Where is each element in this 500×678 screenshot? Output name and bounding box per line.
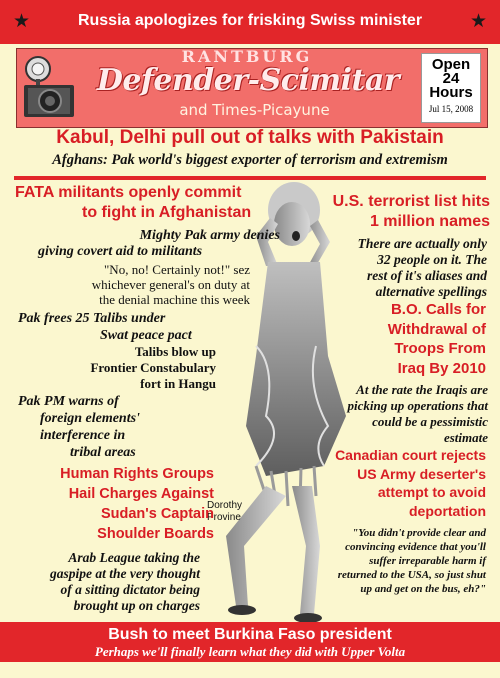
- subhead-line: alternative spellings: [375, 284, 487, 299]
- terrorist-list-headline[interactable]: [300, 192, 490, 232]
- headline-line: B.O. Calls for: [390, 301, 486, 318]
- issue-date: Jul 15, 2008: [428, 104, 474, 114]
- camera-icon: [20, 55, 78, 121]
- star-icon: ★: [13, 11, 31, 32]
- bottom-headline-bar: [0, 622, 500, 662]
- body-line: "No, no! Certainly not!" sez: [104, 262, 250, 277]
- top-headline[interactable]: Russia apologizes for frisking Swiss minister: [77, 12, 423, 29]
- bottom-subhead: Perhaps we'll finally learn what they did with Upper Volta: [94, 644, 406, 659]
- headline-line: tribal areas: [70, 445, 136, 460]
- subhead-line: estimate: [443, 430, 488, 445]
- canada-quote: [290, 526, 486, 596]
- subhead-line: giving covert aid to militants: [38, 244, 203, 259]
- subhead-line: There are actually only: [357, 236, 487, 251]
- quote-line: suffer irreparable harm if: [369, 555, 486, 567]
- main-headline[interactable]: Kabul, Delhi pull out of talks with Pakistain: [56, 127, 444, 148]
- quote-line: returned to the USA, so just shut: [337, 569, 486, 581]
- masthead-title[interactable]: Defender-Scimitar: [96, 63, 400, 98]
- terrorist-list-subhead: [312, 236, 487, 300]
- fata-subhead: [38, 244, 258, 260]
- open-hours-label: Hours: [429, 84, 473, 101]
- masthead-title-top: RANTBURG: [181, 47, 313, 66]
- fata-body: [20, 262, 250, 307]
- human-rights-headline[interactable]: [34, 464, 214, 544]
- swat-headline[interactable]: [18, 310, 250, 344]
- bo-headline[interactable]: [340, 300, 486, 378]
- masthead: [16, 48, 488, 128]
- top-headline-bar: [0, 0, 500, 44]
- headline-line: Human Rights Groups: [60, 466, 214, 482]
- body-line: Arab League taking the: [68, 550, 200, 565]
- headline-line: Iraq By 2010: [397, 359, 486, 377]
- talibs-item[interactable]: [20, 344, 216, 392]
- subhead-line: picking up operations that: [347, 398, 488, 413]
- caption-line: Dorothy: [207, 500, 243, 511]
- body-line: fort in Hangu: [140, 376, 216, 391]
- main-subhead: Afghans: Pak world's biggest exporter of terrorism and extremism: [52, 152, 448, 168]
- star-icon: ★: [469, 11, 487, 32]
- pm-headline[interactable]: [18, 393, 208, 461]
- headline-line: Swat peace pact: [100, 328, 192, 343]
- headline-line: Shoulder Boards: [97, 526, 214, 542]
- headline-line: deportation: [409, 502, 486, 519]
- fata-headline[interactable]: [15, 183, 251, 223]
- headline-line: Hail Charges Against: [68, 486, 214, 502]
- masthead-subtitle: and Times-Picayune: [179, 101, 330, 119]
- open-hours-box: [421, 53, 481, 123]
- subhead-line: 32 people on it. The: [377, 252, 487, 267]
- subhead-line: could be a pessimistic: [372, 414, 488, 429]
- body-line: of a sitting dictator being: [60, 582, 200, 597]
- headline-line: Pak frees 25 Talibs under: [18, 311, 166, 326]
- body-line: Talibs blow up: [134, 344, 216, 359]
- open-label: Open: [431, 56, 471, 73]
- headline-line: U.S. terrorist list hits: [332, 193, 490, 210]
- headline-line: attempt to avoid: [377, 484, 486, 500]
- photo-caption: [207, 500, 267, 524]
- headline-line: Sudan's Captain: [100, 506, 214, 522]
- canada-headline[interactable]: [322, 446, 486, 520]
- headline-line: to fight in Afghanistan: [82, 204, 252, 221]
- body-line: whichever general's on duty at: [91, 277, 250, 292]
- body-line: Frontier Constabulary: [90, 360, 216, 375]
- headline-line: Withdrawal of: [387, 320, 486, 338]
- headline-line: foreign elements': [40, 411, 140, 426]
- subhead-line: At the rate the Iraqis are: [356, 382, 488, 397]
- quote-line: up and get on the bus, eh?": [360, 583, 486, 595]
- caption-line: Provine: [207, 512, 241, 523]
- headline-line: US Army deserter's: [357, 465, 486, 482]
- subhead-line: Mighty Pak army denies: [139, 228, 280, 243]
- headline-line: 1 million names: [369, 213, 490, 230]
- headline-line: Canadian court rejects: [335, 447, 486, 463]
- body-line: the denial machine this week: [99, 292, 250, 307]
- open-hours-number: 24: [442, 70, 460, 87]
- quote-line: convincing evidence that you'll: [345, 541, 486, 553]
- headline-line: FATA militants openly commit: [15, 184, 242, 201]
- arab-league-item[interactable]: [20, 550, 200, 614]
- body-line: brought up on charges: [73, 598, 200, 613]
- headline-line: Pak PM warns of: [18, 394, 119, 409]
- fata-subhead: [100, 228, 280, 244]
- bo-subhead: [288, 382, 488, 446]
- subhead-line: rest of it's aliases and: [366, 268, 487, 283]
- body-line: gaspipe at the very thought: [49, 566, 200, 581]
- headline-line: interference in: [40, 428, 126, 443]
- quote-line: "You didn't provide clear and: [352, 527, 486, 539]
- bottom-headline[interactable]: Bush to meet Burkina Faso president: [108, 626, 392, 643]
- headline-line: Troops From: [394, 340, 486, 357]
